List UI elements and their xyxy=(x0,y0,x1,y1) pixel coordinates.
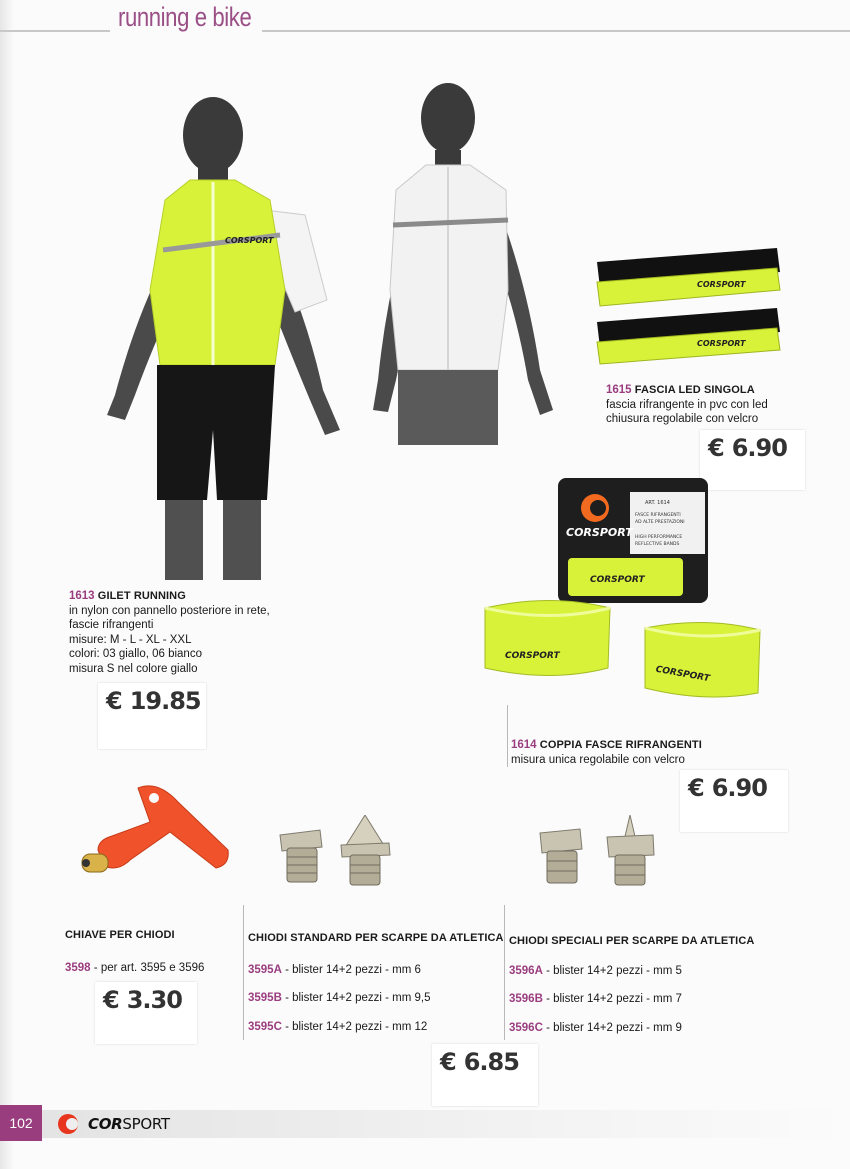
svg-text:CORSPORT: CORSPORT xyxy=(225,236,274,245)
currency-symbol: € xyxy=(106,687,122,715)
package-line: AD ALTE PRESTAZIONI xyxy=(635,520,685,525)
svg-text:CORSPORT: CORSPORT xyxy=(590,575,645,585)
package-brand: CORSPORT xyxy=(566,526,633,539)
chiave-desc: - per art. 3595 e 3596 xyxy=(90,961,205,974)
chiodi-standard-desc: - blister 14+2 pezzi - mm 9,5 xyxy=(281,992,431,1004)
chiodi-speciali-code: 3596A xyxy=(509,964,543,977)
chiodi-price-tag xyxy=(432,1044,538,1106)
product-1614-description xyxy=(511,738,702,767)
currency-symbol: € xyxy=(688,774,704,802)
svg-text:CORSPORT: CORSPORT xyxy=(697,280,746,289)
chiodi-standard-code: 3595B xyxy=(248,992,282,1004)
chiodi-speciali-desc: - blister 14+2 pezzi - mm 7 xyxy=(542,993,682,1005)
chiodi-price: 6.85 xyxy=(463,1048,519,1076)
gilet-yellow-image xyxy=(95,90,355,580)
chiodi-standard-code: 3595A xyxy=(248,963,282,976)
product-1613-price-tag xyxy=(98,683,206,749)
product-1615-desc-line: fascia rifrangente in pvc con led xyxy=(606,398,768,411)
special-spikes-image xyxy=(535,815,660,890)
product-1613-desc-line: fascie rifrangenti xyxy=(69,619,154,631)
footer-brand-logo xyxy=(54,1113,170,1135)
product-1614-name: COPPIA FASCE RIFRANGENTI xyxy=(539,739,702,751)
product-1613-description xyxy=(69,589,270,676)
currency-symbol: € xyxy=(440,1048,456,1076)
package-line: FASCE RIFRANGENTI xyxy=(635,513,681,518)
product-1615-description xyxy=(606,383,768,427)
footer-brand-text: CORSPORT xyxy=(88,1115,170,1133)
chiodi-speciali-name: CHIODI SPECIALI PER SCARPE DA ATLETICA xyxy=(509,935,755,947)
svg-text:CORSPORT: CORSPORT xyxy=(697,339,746,348)
product-1614-price: 6.90 xyxy=(711,774,767,802)
spike-key-image xyxy=(78,780,230,890)
led-band-image xyxy=(592,240,787,365)
chiave-code: 3598 xyxy=(65,961,91,974)
standard-spikes-image xyxy=(275,815,395,890)
page-number: 102 xyxy=(0,1105,42,1141)
product-1615-price: 6.90 xyxy=(731,434,787,462)
chiodi-standard-block xyxy=(248,931,504,1034)
product-1614-code: 1614 xyxy=(511,739,537,751)
svg-text:CORSPORT: CORSPORT xyxy=(654,664,711,685)
chiodi-speciali-desc: - blister 14+2 pezzi - mm 5 xyxy=(542,964,682,977)
package-line: HIGH PERFORMANCE xyxy=(635,535,683,540)
gilet-white-image xyxy=(368,80,563,445)
chiodi-speciali-code: 3596B xyxy=(509,993,543,1005)
product-1613-name: GILET RUNNING xyxy=(97,590,186,602)
column-divider xyxy=(243,905,244,1040)
chiodi-speciali-block xyxy=(509,934,754,1035)
chiave-price-tag xyxy=(95,982,197,1044)
product-1613-desc-line: colori: 03 giallo, 06 bianco xyxy=(69,648,202,660)
chiave-block xyxy=(65,928,204,975)
chiodi-standard-desc: - blister 14+2 pezzi - mm 6 xyxy=(281,963,421,976)
page-edge-shadow xyxy=(0,0,14,1169)
product-1613-desc-line: misura S nel colore giallo xyxy=(69,662,198,675)
chiave-name: CHIAVE PER CHIODI xyxy=(65,929,175,941)
currency-symbol: € xyxy=(708,434,724,462)
column-divider xyxy=(504,905,505,1040)
chiave-price: 3.30 xyxy=(126,986,182,1014)
chiodi-standard-code: 3595C xyxy=(248,1020,282,1033)
product-1615-code: 1615 xyxy=(606,384,632,396)
chiodi-standard-name: CHIODI STANDARD PER SCARPE DA ATLETICA xyxy=(248,932,504,944)
product-1614-price-tag xyxy=(680,770,788,832)
section-title: running e bike xyxy=(118,2,252,32)
reflective-bands-image xyxy=(480,478,765,703)
product-1613-code: 1613 xyxy=(69,590,95,602)
divider xyxy=(507,705,508,767)
chiodi-speciali-code: 3596C xyxy=(509,1021,543,1034)
product-1614-desc-line: misura unica regolabile con velcro xyxy=(511,753,685,766)
product-1615-desc-line: chiusura regolabile con velcro xyxy=(606,413,759,425)
chiodi-standard-desc: - blister 14+2 pezzi - mm 12 xyxy=(281,1020,428,1033)
package-art: ART. 1614 xyxy=(645,500,670,506)
svg-text:CORSPORT: CORSPORT xyxy=(505,651,560,661)
header-rule xyxy=(262,30,850,32)
product-1613-price: 19.85 xyxy=(129,687,201,715)
product-1613-desc-line: misure: M - L - XL - XXL xyxy=(69,633,192,646)
product-1613-desc-line: in nylon con pannello posteriore in rete, xyxy=(69,604,270,617)
header-rule-left xyxy=(0,30,110,32)
product-1615-name: FASCIA LED SINGOLA xyxy=(634,384,755,396)
chiodi-speciali-desc: - blister 14+2 pezzi - mm 9 xyxy=(542,1021,682,1034)
currency-symbol: € xyxy=(103,986,119,1014)
corsport-logo-icon xyxy=(54,1113,84,1135)
package-line: REFLECTIVE BANDS xyxy=(635,542,680,547)
